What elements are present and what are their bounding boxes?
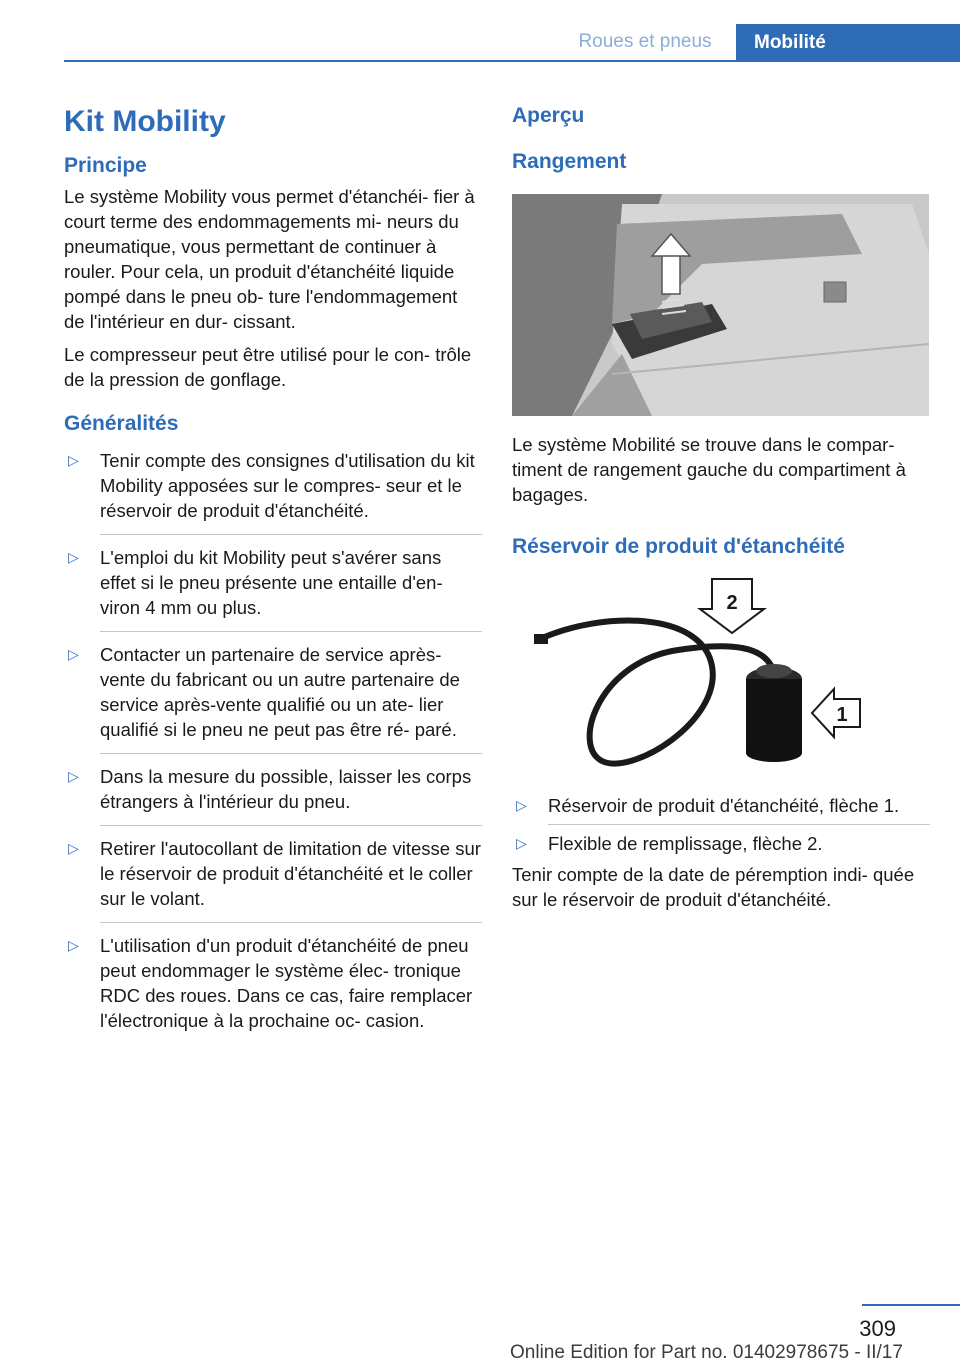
- general-heading: Généralités: [64, 412, 179, 435]
- list-item: ▷ Flexible de remplissage, flèche 2.: [516, 833, 823, 854]
- general-bullet-list: [64, 448, 482, 1033]
- principle-paragraph-1: Le système Mobility vous permet d'étanchéi‐ fier à court terme des endommagements mi‐ neurs du pneumatique, vous permettant de continuer à rouler. Pour cela, un produit d'étanchéité liquide pompé dans le pneu ob‐ ture l'endommagement de l'intérieur en dur‐ cissant.: [64, 186, 475, 332]
- page-number: 309: [859, 1316, 896, 1341]
- page-title: Kit Mobility: [64, 105, 226, 138]
- divider: [100, 825, 482, 826]
- divider: [100, 534, 482, 535]
- footer-rule: [862, 1304, 960, 1306]
- reservoir-diagram: [512, 571, 929, 781]
- page-footer: [0, 1300, 960, 1362]
- triangle-right-icon: ▷: [68, 768, 79, 784]
- page-header: [0, 0, 960, 62]
- reservoir-heading: Réservoir de produit d'étanchéité: [512, 535, 845, 558]
- list-item: ▷ Contacter un partenaire de service après- vente du fabricant ou un autre partenaire de service après-vente qualifié ou un ate‐ lier qualifié si le pneu ne peut pas être ré‐ paré.: [68, 644, 460, 740]
- divider: [100, 753, 482, 754]
- chapter-tab[interactable]: Mobilité: [736, 24, 960, 62]
- arrow-2-label: 2: [726, 592, 738, 614]
- list-item: ▷ Tenir compte des consignes d'utilisation du kit Mobility apposées sur le compres‐ seur et le réservoir de produit d'étanchéité.: [68, 450, 475, 521]
- hose-end-shape: [534, 634, 548, 644]
- triangle-right-icon: ▷: [516, 835, 527, 851]
- divider: [548, 824, 930, 825]
- storage-heading: Rangement: [512, 150, 627, 173]
- list-item: ▷ Dans la mesure du possible, laisser les corps étrangers à l'intérieur du pneu.: [68, 766, 472, 812]
- arrow-1-label: 1: [836, 704, 848, 726]
- triangle-right-icon: ▷: [516, 797, 527, 813]
- bottle-body-shape: [746, 679, 802, 753]
- triangle-right-icon: ▷: [68, 549, 79, 565]
- triangle-right-icon: ▷: [68, 452, 79, 468]
- sealant-reservoir-illustration: [512, 571, 929, 781]
- triangle-right-icon: ▷: [68, 840, 79, 856]
- triangle-right-icon: ▷: [68, 937, 79, 953]
- divider: [100, 922, 482, 923]
- right-column: [512, 96, 930, 920]
- trunk-storage-photo: [512, 194, 929, 416]
- reservoir-bullet-list: [512, 793, 930, 856]
- principle-paragraph-2: Le compresseur peut être utilisé pour le con‐ trôle de la pression de gonflage.: [64, 344, 472, 390]
- storage-text: Le système Mobilité se trouve dans le compar‐ timent de rangement gauche du compartiment à bagages.: [512, 434, 906, 505]
- list-item: ▷ L'emploi du kit Mobility peut s'avérer sans effet si le pneu présente une entaille d'en‐ viron 4 mm ou plus.: [68, 547, 443, 618]
- edition-text: Online Edition for Part no. 01402978675 - II/17: [510, 1342, 903, 1363]
- divider: [100, 631, 482, 632]
- overview-heading: Aperçu: [512, 104, 585, 127]
- hose-shape: [540, 621, 774, 764]
- header-rule: [64, 60, 960, 62]
- list-item: ▷ L'utilisation d'un produit d'étanchéité de pneu peut endommager le système élec‐ tronique RDC des roues. Dans ce cas, faire remplacer l'électronique à la prochaine oc‐ casion.: [68, 935, 473, 1031]
- left-column: [64, 96, 482, 1044]
- triangle-right-icon: ▷: [68, 646, 79, 662]
- trunk-storage-illustration: [512, 194, 929, 416]
- section-tab[interactable]: Roues et pneus: [578, 31, 712, 52]
- principle-heading: Principe: [64, 154, 147, 177]
- list-item: ▷ Retirer l'autocollant de limitation de vitesse sur le réservoir de produit d'étanchéité et le coller sur le volant.: [68, 838, 481, 909]
- expiry-note: Tenir compte de la date de péremption indi‐ quée sur le réservoir de produit d'étanchéité.: [512, 864, 915, 910]
- list-item: ▷ Réservoir de produit d'étanchéité, flèche 1.: [516, 795, 900, 816]
